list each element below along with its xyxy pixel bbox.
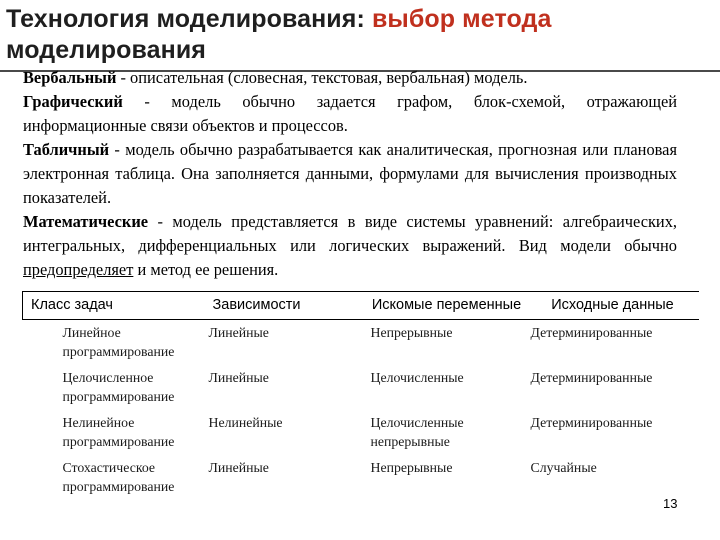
table-cell: Линейные [208, 460, 269, 475]
paragraph-graphic [23, 90, 677, 138]
method-descriptions [23, 66, 677, 282]
table-cell: Детерминированные [530, 370, 653, 385]
col-header-variables: Искомые переменные [367, 292, 527, 320]
table-cell: Линейное программирование [62, 325, 175, 359]
col-header-source-data: Исходные данные [527, 292, 699, 320]
table-cell: Детерминированные [530, 325, 653, 340]
table-cell: Целочисленные непрерывные [370, 415, 464, 449]
table-cell: Непрерывные [370, 460, 453, 475]
term-graphic: Графический [23, 92, 123, 111]
desc-tabular: - модель обычно разрабатывается как аналитическая, прогнозная или плановая электронная таблица. Она заполняется данными, формулами для вычисления производных показателей. [23, 140, 677, 207]
title-line2: моделирования [6, 36, 206, 64]
desc-math-after: и метод ее решения. [133, 260, 279, 279]
table-cell: Случайные [530, 460, 597, 475]
table-row [23, 365, 699, 410]
term-math: Математические [23, 212, 149, 231]
term-verbal: Вербальный [23, 68, 117, 87]
table-cell: Линейные [208, 370, 269, 385]
table-cell: Нелинейные [208, 415, 283, 430]
table-header-row [23, 292, 699, 320]
title-main: Технология моделирования: [6, 5, 372, 33]
col-header-task-class: Класс задач [23, 292, 205, 320]
task-classes-table [22, 291, 699, 500]
paragraph-verbal [23, 66, 677, 90]
table-row [23, 410, 699, 455]
table-cell: Линейные [208, 325, 269, 340]
table-cell: Непрерывные [370, 325, 453, 340]
table-cell: Целочисленное программирование [62, 370, 175, 404]
table-cell: Детерминированные [530, 415, 653, 430]
desc-math-before: - модель представляется в виде системы уравнений: алгебраических, интегральных, дифференциальных или логических выражений. Вид модели обычно [23, 212, 677, 255]
desc-math-underlined: предопределяет [23, 260, 134, 279]
paragraph-math [23, 210, 677, 282]
col-header-dependencies: Зависимости [205, 292, 367, 320]
title-accent: выбор метода [371, 5, 552, 33]
desc-verbal: - описательная (словесная, текстовая, вербальная) модель. [116, 68, 528, 87]
page-title [6, 4, 710, 66]
table-cell: Целочисленные [370, 370, 464, 385]
table-row [23, 320, 699, 366]
table-cell: Нелинейное программирование [62, 415, 175, 449]
term-tabular: Табличный [23, 140, 110, 159]
table-row [23, 455, 699, 500]
page-number: 13 [663, 496, 678, 511]
table-cell: Стохастическое программирование [62, 460, 175, 494]
desc-graphic: - модель обычно задается графом, блок-схемой, отражающей информационные связи объектов и процессов. [23, 92, 677, 135]
paragraph-tabular [23, 138, 677, 210]
